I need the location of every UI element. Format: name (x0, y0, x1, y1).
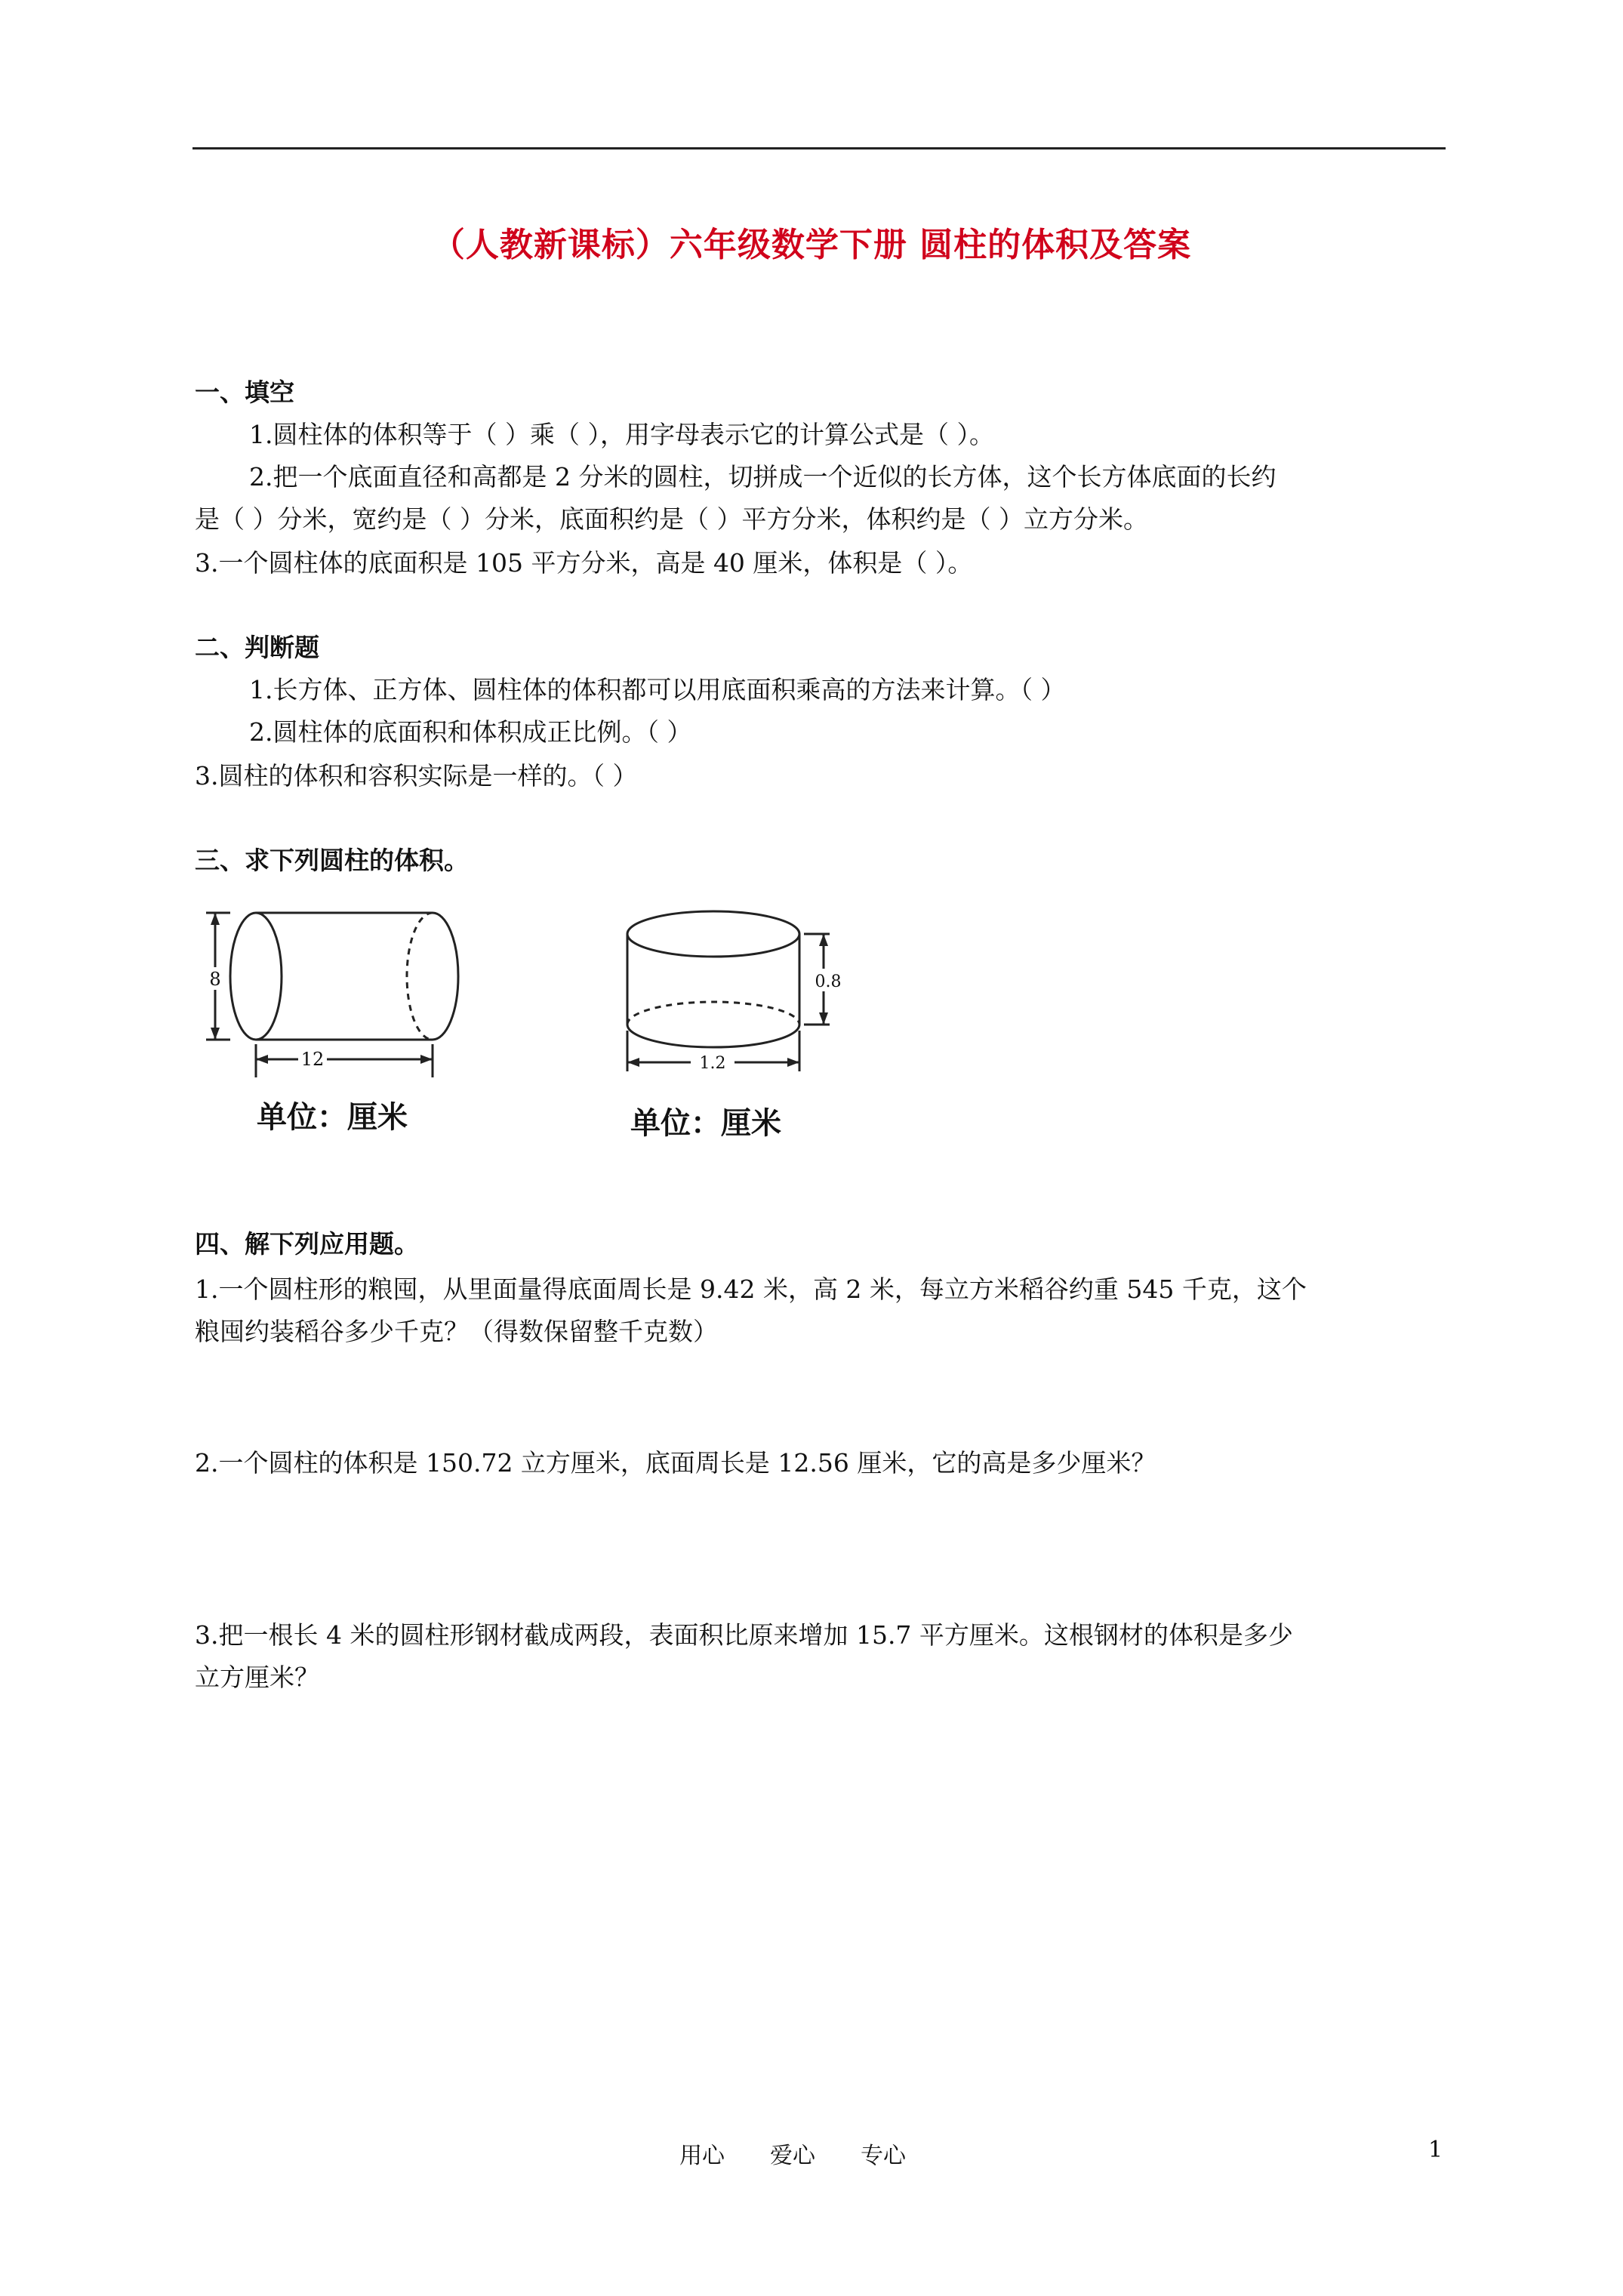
page-title: （人教新课标）六年级数学下册 圆柱的体积及答案 (431, 226, 1192, 264)
section-1-heading: 一、填空 (195, 378, 294, 407)
fig2-height-label: 0.8 (815, 972, 842, 991)
cylinder-bottom-arc (627, 1025, 799, 1047)
word-problem-q3-line2: 立方厘米？ (195, 1663, 319, 1692)
footer-motto: 用心 爱心 专心 (679, 2143, 906, 2169)
true-false-q3: 3.圆柱的体积和容积实际是一样的。（ ） (195, 761, 638, 791)
cylinder-top-face (627, 911, 799, 957)
fig2-diameter-label: 1.2 (699, 1054, 726, 1073)
word-problem-q1-line1: 1.一个圆柱形的粮囤，从里面量得底面周长是 9.42 米，高 2 米，每立方米稻谷约重 545 千克，这个 (195, 1274, 1307, 1304)
cylinder-right-arc (433, 913, 458, 1040)
section-4-heading: 四、解下列应用题。 (195, 1229, 419, 1259)
fill-blank-q2-line2: 是（ ）分米，宽约是（ ）分米，底面积约是（ ）平方分米，体积约是（ ）立方分米。 (195, 504, 1148, 534)
cylinder-left-face (230, 913, 282, 1040)
fig1-unit-label: 单位：厘米 (257, 1100, 408, 1135)
section-2-heading: 二、判断题 (195, 633, 319, 662)
fill-blank-q3: 3.一个圆柱体的底面积是 105 平方分米，高是 40 厘米，体积是（ ）。 (195, 548, 973, 578)
true-false-q2: 2.圆柱体的底面积和体积成正比例。（ ） (249, 717, 692, 747)
fig1-length-label: 12 (300, 1049, 325, 1070)
header-rule (192, 147, 1446, 149)
page-number: 1 (1428, 2137, 1443, 2163)
cylinder-hidden-back-arc (627, 1002, 799, 1025)
word-problem-q1-line2: 粮囤约装稻谷多少千克？（得数保留整千克数） (195, 1317, 718, 1346)
word-problem-q3-line1: 3.把一根长 4 米的圆柱形钢材截成两段，表面积比原来增加 15.7 平方厘米。这根钢材的体积是多少 (195, 1620, 1293, 1650)
upright-cylinder-figure (615, 902, 849, 1083)
fill-blank-q1: 1.圆柱体的体积等于（ ）乘（ ），用字母表示它的计算公式是（ ）。 (249, 420, 994, 449)
section-3-heading: 三、求下列圆柱的体积。 (195, 846, 469, 875)
cylinder-hidden-arc (407, 913, 433, 1040)
horizontal-cylinder-figure (192, 902, 494, 1083)
true-false-q1: 1.长方体、正方体、圆柱体的体积都可以用底面积乘高的方法来计算。（ ） (249, 675, 1066, 704)
fig1-height-label: 8 (209, 969, 221, 990)
fig2-unit-label: 单位：厘米 (630, 1106, 781, 1141)
fill-blank-q2-line1: 2.把一个底面直径和高都是 2 分米的圆柱，切拼成一个近似的长方体，这个长方体底面的长约 (249, 462, 1277, 492)
word-problem-q2: 2.一个圆柱的体积是 150.72 立方厘米，底面周长是 12.56 厘米，它的高是多少厘米？ (195, 1448, 1156, 1478)
